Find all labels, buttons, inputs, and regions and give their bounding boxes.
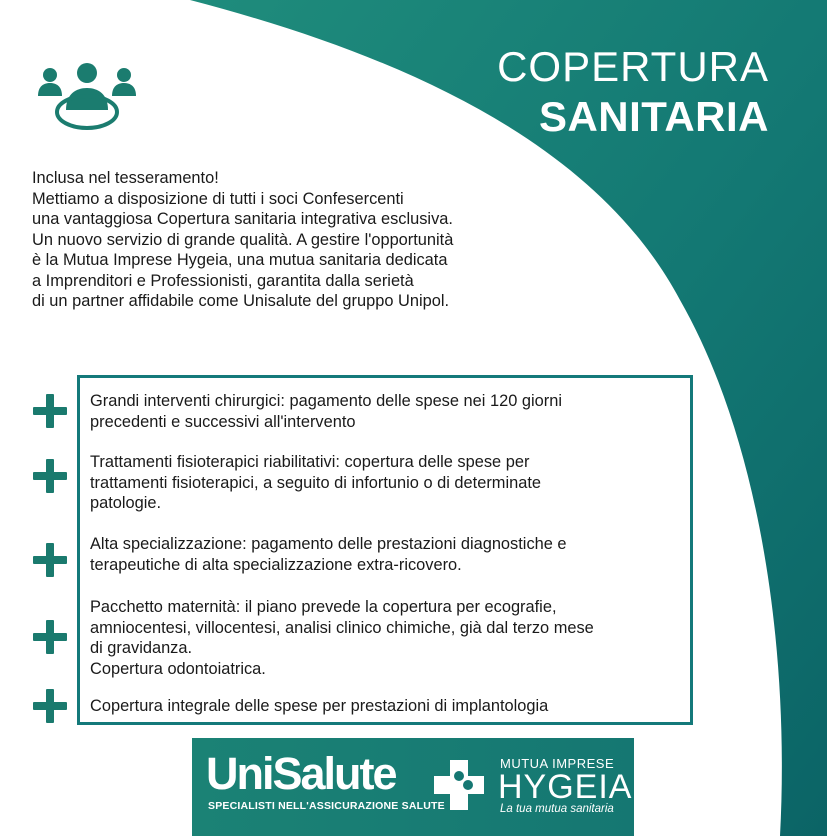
users-group-icon [34, 60, 140, 134]
benefit-item-maternity [90, 597, 690, 679]
unisalute-tagline: SPECIALISTI NELL'ASSICURAZIONE SALUTE [208, 800, 445, 812]
hygeia-top-text: MUTUA IMPRESE [500, 756, 615, 771]
intro-line: è la Mutua Imprese Hygeia, una mutua sanitaria dedicata [32, 251, 448, 269]
benefit-line: patologie. [90, 494, 162, 512]
title-line-copertura: COPERTURA [497, 43, 769, 90]
benefit-line: terapeutiche di alta specializzazione extra-ricovero. [90, 555, 462, 574]
benefits-box [77, 375, 693, 725]
puzzle-cross-icon [430, 756, 488, 814]
benefit-line: Grandi interventi chirurgici: pagamento delle spese nei 120 giorni [90, 392, 562, 410]
intro-line: Un nuovo servizio di grande qualità. A gestire l'opportunità [32, 230, 454, 249]
intro-line: di un partner affidabile come Unisalute del gruppo Unipol. [32, 292, 450, 310]
benefit-item-surgery [90, 391, 690, 432]
benefit-line: Trattamenti fisioterapici riabilitativi: copertura delle spese per [90, 453, 530, 471]
plus-icon [33, 543, 67, 577]
hygeia-tagline: La tua mutua sanitaria [500, 803, 614, 815]
benefit-line: trattamenti fisioterapici, a seguito di infortunio o di determinate [90, 473, 541, 492]
footer-logos-banner [192, 738, 634, 836]
plus-icon [33, 689, 67, 723]
benefit-line: Copertura integrale delle spese per prestazioni di implantologia [90, 697, 549, 715]
intro-paragraph [32, 168, 652, 312]
unisalute-logo-text: UniSalute [206, 748, 396, 799]
benefit-line: di gravidanza. [90, 639, 193, 657]
intro-line: a Imprenditori e Professionisti, garantita dalla serietà [32, 271, 414, 290]
benefit-line: amniocentesi, villocentesi, analisi clinico chimiche, già dal terzo mese [90, 618, 594, 637]
benefit-item-implantology [90, 696, 690, 717]
plus-icon [33, 620, 67, 654]
benefit-item-physiotherapy [90, 452, 690, 514]
benefit-line: Pacchetto maternità: il piano prevede la copertura per ecografie, [90, 598, 557, 616]
title-line-sanitaria: SANITARIA [538, 93, 769, 140]
benefit-line: Copertura odontoiatrica. [90, 659, 266, 678]
hygeia-logo-text: HYGEIA [498, 768, 633, 806]
benefit-line: precedenti e successivi all'intervento [90, 412, 356, 431]
benefit-item-specialization [90, 534, 690, 575]
plus-icon [33, 394, 67, 428]
intro-line: una vantaggiosa Copertura sanitaria integrativa esclusiva. [32, 210, 453, 228]
page-title [497, 42, 769, 142]
benefit-line: Alta specializzazione: pagamento delle prestazioni diagnostiche e [90, 535, 567, 553]
intro-line: Inclusa nel tesseramento! [32, 169, 219, 187]
intro-line: Mettiamo a disposizione di tutti i soci Confesercenti [32, 189, 404, 208]
plus-icon [33, 459, 67, 493]
